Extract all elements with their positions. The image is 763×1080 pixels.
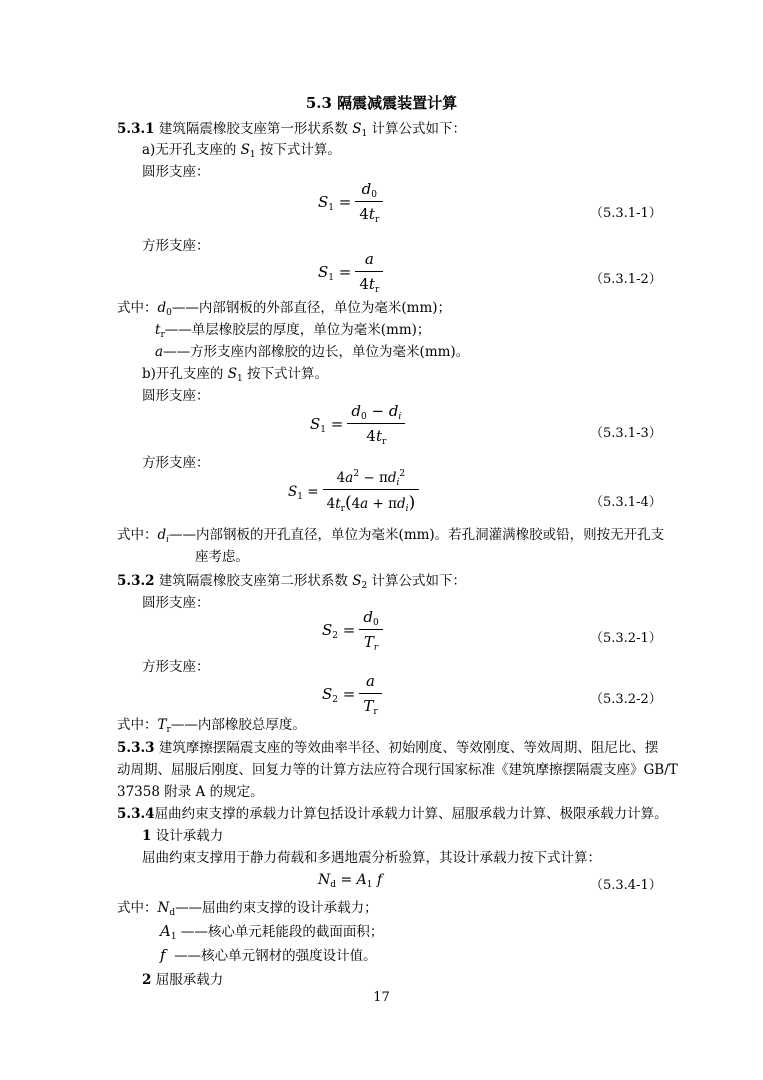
equation-number: （5.3.1-4） xyxy=(590,495,662,510)
equation-number: （5.3.2-1） xyxy=(590,631,662,646)
equation-number: （5.3.2-2） xyxy=(590,692,662,707)
eq-numerator: a xyxy=(359,672,381,694)
eq-numerator: $d_0$ xyxy=(359,608,382,630)
circle-label: 圆形支座： xyxy=(142,388,210,404)
eq-numerator: $4a^2 - \pi d_i^2$ xyxy=(323,470,420,490)
eq-denominator: $4t_r$ xyxy=(359,275,380,295)
definition-text: ——屈曲约束支撑的设计承载力； xyxy=(175,900,378,916)
definition-text: ——方形支座内部橡胶的边长，单位为毫米(mm)。 xyxy=(163,344,470,360)
symbol-s: S xyxy=(352,573,362,589)
clause-5-3-3 xyxy=(117,739,658,757)
eq-lhs: $S_1$ = xyxy=(288,483,319,502)
clause-number: 5.3.3 xyxy=(117,740,155,756)
symbol-s: S xyxy=(240,142,250,158)
text: a)无开孔支座的 xyxy=(142,142,241,158)
clause-text: 建筑隔震橡胶支座第二形状系数 xyxy=(158,573,353,589)
definition-tr: $t_r——$单层橡胶层的厚度，单位为毫米(mm)； xyxy=(155,322,431,340)
equation-number: （5.3.1-1） xyxy=(590,206,662,221)
definition-text: ——单层橡胶层的厚度，单位为毫米(mm)； xyxy=(164,322,431,338)
section-title: 5.3 隔震减震装置计算 xyxy=(305,94,458,112)
subscript: 1 xyxy=(361,129,368,139)
eq-fraction xyxy=(359,672,381,715)
clause-5-3-1 xyxy=(117,120,466,138)
equation-number: （5.3.1-3） xyxy=(590,426,662,441)
subclause-b xyxy=(142,365,328,383)
equation-5-3-2-2 xyxy=(322,672,382,715)
definition-f: f ——核心单元钢材的强度设计值。 xyxy=(160,946,377,964)
item-1-text: 屈曲约束支撑用于静力荷载和多遇地震分析验算，其设计承载力按下式计算： xyxy=(142,850,601,866)
subclause-a xyxy=(142,141,341,159)
clause-5-3-3-line3: 37358 附录 A 的规定。 xyxy=(117,784,264,800)
eq-lhs: $S_1$ = xyxy=(318,262,352,283)
clause-5-3-3-line2: 动周期、屈服后刚度、回复力等的计算方法应符合现行国家标准《建筑摩擦摆隔震支座》GB/T xyxy=(117,762,678,778)
text: b)开孔支座的 xyxy=(142,366,228,382)
eq-denominator: $4t_r$ xyxy=(359,205,380,225)
definition-Nd: 式中：$N_d——$屈曲约束支撑的设计承载力； xyxy=(117,900,378,918)
eq-lhs: $S_2$ = xyxy=(322,620,356,641)
equation-5-3-4-1: $N_d = A_1$ f xyxy=(318,872,383,890)
item-2-heading xyxy=(142,971,223,989)
subscript: 2 xyxy=(361,581,368,591)
eq-numerator: a xyxy=(355,250,383,272)
equation-number: （5.3.1-2） xyxy=(590,272,662,287)
square-label: 方形支座： xyxy=(142,659,210,675)
clause-number: 5.3.4 xyxy=(117,806,155,822)
clause-text: 建筑摩擦摆隔震支座的等效曲率半径、初始刚度、等效刚度、等效周期、阻尼比、摆 xyxy=(158,740,659,756)
equation-number: （5.3.4-1） xyxy=(590,878,662,893)
symbol-s: S xyxy=(352,121,362,137)
definition-text: ——内部橡胶总厚度。 xyxy=(170,717,306,733)
clause-5-3-2 xyxy=(117,572,466,590)
definition-di-cont: 座考虑。 xyxy=(195,549,249,565)
where-label: 式中： xyxy=(117,300,158,316)
clause-text: 计算公式如下： xyxy=(367,573,466,589)
clause-text: 屈曲约束支撑的承载力计算包括设计承载力计算、屈服承载力计算、极限承载力计算。 xyxy=(154,806,668,822)
eq-denominator: $T_r$ xyxy=(363,633,379,653)
where-label: 式中： xyxy=(117,900,158,916)
definition-d0: 式中：$d_0——$内部钢板的外部直径，单位为毫米(mm)； xyxy=(117,300,452,318)
equation-5-3-1-1 xyxy=(318,180,383,223)
item-number: 2 xyxy=(142,972,152,988)
eq-denominator: $T_r$ xyxy=(363,697,378,717)
symbol-s: S xyxy=(227,366,237,382)
eq-fraction xyxy=(359,608,382,651)
clause-5-3-4 xyxy=(117,805,668,823)
item-1-heading xyxy=(142,827,223,845)
square-label: 方形支座： xyxy=(142,455,210,471)
subscript: 1 xyxy=(236,374,243,384)
subscript: 1 xyxy=(249,150,256,160)
clause-number: 5.3.1 xyxy=(117,121,155,137)
equation-5-3-1-4 xyxy=(288,470,419,513)
eq-denominator: $4t_r$ xyxy=(366,427,387,447)
equation-5-3-2-1 xyxy=(322,608,383,651)
where-label: 式中： xyxy=(117,717,158,733)
eq-fraction xyxy=(323,470,420,513)
text: 按下式计算。 xyxy=(242,366,328,382)
page-number: 17 xyxy=(373,990,390,1005)
item-label: 设计承载力 xyxy=(155,828,224,844)
definition-text: ——核心单元钢材的强度设计值。 xyxy=(174,948,377,964)
eq-lhs: $S_2$ = xyxy=(322,684,356,705)
circle-label: 圆形支座： xyxy=(142,164,210,180)
eq-fraction xyxy=(347,402,405,445)
eq-numerator: $d_0$ xyxy=(355,180,383,202)
square-label: 方形支座： xyxy=(142,238,210,254)
definition-text: ——核心单元耗能段的截面面积； xyxy=(180,924,384,940)
definition-text: ——内部钢板的外部直径，单位为毫米(mm)； xyxy=(171,300,452,316)
equation-5-3-1-2 xyxy=(318,250,383,293)
definition-di: 式中：$d_i——$内部钢板的开孔直径，单位为毫米(mm)。若孔洞灌满橡胶或铅，则按无开孔支 xyxy=(117,527,665,545)
definition-Tr: 式中：$T_r——$内部橡胶总厚度。 xyxy=(117,717,306,735)
eq-fraction xyxy=(355,180,383,223)
clause-number: 5.3.2 xyxy=(117,573,155,589)
eq-lhs: $S_1$ = xyxy=(310,414,344,435)
equation-5-3-1-3 xyxy=(310,402,405,445)
eq-denominator: $4t_r(4a + \pi d_i)$ xyxy=(326,493,416,514)
eq-fraction xyxy=(355,250,383,293)
eq-numerator: $d_0 - d_i$ xyxy=(347,402,405,424)
eq-lhs: $S_1$ = xyxy=(318,192,352,213)
item-label: 屈服承载力 xyxy=(155,972,224,988)
clause-text: 计算公式如下： xyxy=(367,121,466,137)
text: 按下式计算。 xyxy=(255,142,341,158)
definition-A1: $A_1$ ——核心单元耗能段的截面面积； xyxy=(160,922,384,942)
item-number: 1 xyxy=(142,828,152,844)
clause-text: 建筑隔震橡胶支座第一形状系数 xyxy=(158,121,353,137)
definition-a: a——方形支座内部橡胶的边长，单位为毫米(mm)。 xyxy=(155,344,470,360)
definition-text: ——内部钢板的开孔直径，单位为毫米(mm)。若孔洞灌满橡胶或铅，则按无开孔支 xyxy=(169,527,665,543)
where-label: 式中： xyxy=(117,527,158,543)
circle-label: 圆形支座： xyxy=(142,595,210,611)
